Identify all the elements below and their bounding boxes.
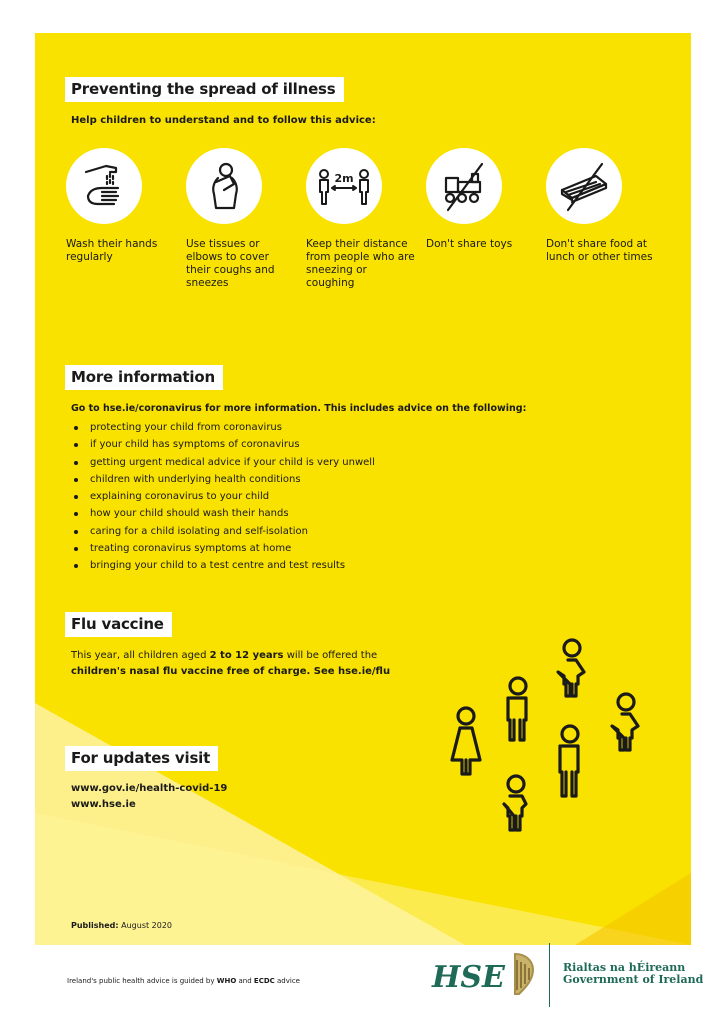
more-info-intro: Go to hse.ie/coronavirus for more information. This includes advice on the following:	[71, 403, 527, 414]
no-toys-icon	[426, 148, 502, 224]
hse-logo	[430, 955, 505, 995]
distance-2m-icon	[306, 148, 382, 224]
more-info-heading: More information	[65, 365, 223, 390]
footer-note	[67, 977, 300, 985]
prevent-subtitle: Help children to understand and to follow this advice:	[71, 115, 376, 126]
child-figure	[612, 694, 638, 750]
updates-heading: For updates visit	[65, 746, 218, 771]
flu-age-range: 2 to 12 years	[209, 650, 284, 661]
flu-text	[71, 648, 411, 680]
list-item: getting urgent medical advice if your child is very unwell	[71, 454, 375, 471]
published-value: August 2020	[121, 921, 173, 930]
advice-item-no-food-sharing	[546, 148, 656, 264]
children-illustration	[440, 634, 650, 844]
gov-logo-english: Government of Ireland	[563, 973, 704, 986]
advice-caption: Wash their hands regularly	[66, 238, 158, 263]
flu-text-part: will be offered the	[283, 650, 378, 661]
published-label: Published:	[71, 921, 119, 930]
advice-caption: Don't share toys	[426, 238, 513, 250]
gov-link[interactable]: www.gov.ie/health-covid-19	[71, 783, 228, 794]
child-figure	[508, 678, 526, 740]
advice-caption: Use tissues or elbows to cover their coughs and sneezes	[186, 238, 275, 289]
child-figure	[560, 726, 578, 796]
flu-text-part: This year, all children aged	[71, 650, 210, 661]
list-item: protecting your child from coronavirus	[71, 419, 375, 436]
footer-text: advice	[274, 977, 300, 985]
list-item: treating coronavirus symptoms at home	[71, 540, 375, 557]
list-item: children with underlying health conditions	[71, 471, 375, 488]
advice-item-wash-hands	[66, 148, 176, 264]
advice-item-distance	[306, 148, 416, 290]
harp-emblem	[507, 950, 537, 998]
list-item: how your child should wash their hands	[71, 505, 375, 522]
hand-wash-icon	[66, 148, 142, 224]
advice-caption: Don't share food at lunch or other times	[546, 238, 653, 263]
child-figure	[452, 708, 480, 774]
list-item: explaining coronavirus to your child	[71, 488, 375, 505]
child-figure	[558, 640, 584, 696]
advice-icon-row	[66, 148, 670, 328]
prevent-heading: Preventing the spread of illness	[65, 77, 344, 102]
list-item: caring for a child isolating and self-isolation	[71, 523, 375, 540]
more-info-list	[71, 419, 375, 575]
no-food-sharing-icon	[546, 148, 622, 224]
footer-ecdc: ECDC	[253, 977, 275, 985]
flu-heading: Flu vaccine	[65, 612, 172, 637]
hse-logo-text: HSE	[432, 960, 505, 995]
footer-text: Ireland's public health advice is guided by	[67, 977, 217, 985]
footer-who: WHO	[216, 977, 237, 985]
list-item: bringing your child to a test centre and test results	[71, 557, 375, 574]
gov-divider	[549, 943, 550, 1007]
advice-caption: Keep their distance from people who are sneezing or coughing	[306, 238, 415, 289]
updates-links	[71, 781, 227, 813]
advice-item-cover-cough	[186, 148, 296, 290]
elbow-cough-icon	[186, 148, 262, 224]
gov-logo-irish: Rialtas na hÉireann	[563, 961, 686, 974]
published-date	[71, 921, 172, 930]
distance-label: 2m	[334, 172, 354, 185]
hse-link[interactable]: www.hse.ie	[71, 799, 136, 810]
advice-item-no-toys	[426, 148, 536, 251]
flu-offer-text: children's nasal flu vaccine free of charge. See hse.ie/flu	[71, 666, 391, 677]
child-figure	[504, 776, 526, 830]
footer-text: and	[236, 977, 254, 985]
gov-ireland-logo	[563, 962, 703, 986]
list-item: if your child has symptoms of coronavirus	[71, 436, 375, 453]
